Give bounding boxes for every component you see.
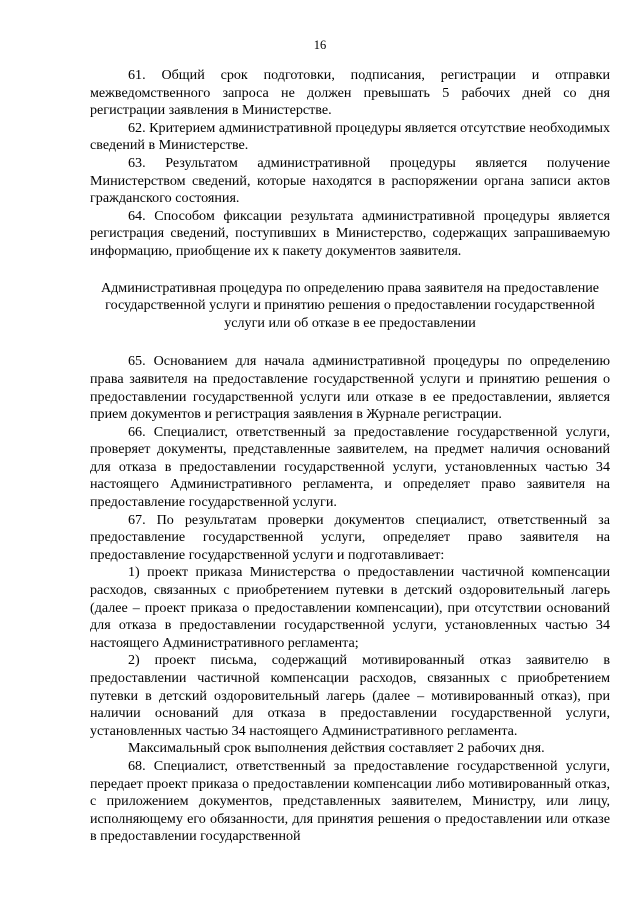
- paragraph-67: 67. По результатам проверки документов специалист, ответственный за предоставление государственной услуги, определяет право заявителя на предоставление государственной услуги и подготавливает:: [90, 511, 610, 563]
- section-heading: Административная процедура по определению права заявителя на предоставление государственной услуги и принятию решения о предоставлении государственной услуги или об отказе в ее предоставлении: [100, 279, 600, 331]
- paragraph-max-term: Максимальный срок выполнения действия составляет 2 рабочих дня.: [128, 740, 545, 757]
- document-body: [90, 67, 610, 846]
- page-number: 16: [313, 38, 327, 52]
- list-item-2: 2) проект письма, содержащий мотивированный отказ заявителю в предоставлении частичной компенсации расходов, связанных с приобретением путевки в детский оздоровительный лагерь (далее – мотивированный отказ), при наличии оснований для отказа в предоставлении государственной услуги, установленных частью 34 настоящего Административного регламента.: [90, 652, 610, 739]
- paragraph-65: 65. Основанием для начала административной процедуры по определению права заявителя на предоставление государственной услуги и принятию решения о предоставлении государственной услуги или отказе в ее предоставлении, является прием документов и регистрация заявления в Журнале регистрации.: [90, 353, 610, 423]
- paragraph-62: 62. Критерием административной процедуры является отсутствие необходимых сведений в Министерстве.: [90, 119, 610, 154]
- paragraph-66: 66. Специалист, ответственный за предоставление государственной услуги, проверяет документы, представленные заявителем, на предмет наличия оснований для отказа в предоставлении государственной услуги, установленных частью 34 настоящего Административного регламента, и определяет право заявителя на предоставление государственной услуги.: [90, 423, 610, 511]
- paragraph-61: 61. Общий срок подготовки, подписания, регистрации и отправки межведомственного запроса не должен превышать 5 рабочих дней со дня регистрации заявления в Министерстве.: [90, 67, 610, 119]
- paragraph-63: 63. Результатом административной процедуры является получение Министерством сведений, которые находятся в распоряжении органа записи актов гражданского состояния.: [90, 154, 610, 207]
- list-item-1: 1) проект приказа Министерства о предоставлении частичной компенсации расходов, связанных с приобретением путевки в детский оздоровительный лагерь (далее – проект приказа о предоставлении компенсации), при отсутствии оснований для отказа в предоставлении государственной услуги, установленных частью 34 настоящего Административного регламента;: [90, 564, 610, 651]
- paragraph-64: 64. Способом фиксации результата административной процедуры является регистрация сведений, поступивших в Министерство, содержащих запрашиваемую информацию, приобщение их к пакету документов заявителя.: [90, 207, 610, 259]
- paragraph-68: 68. Специалист, ответственный за предоставление государственной услуги, передает проект приказа о предоставлении компенсации либо мотивированный отказ, с приложением документов, представленных заявителем, Министру, или лицу, исполняющему его обязанности, для принятия решения о предоставлении или отказе в предоставлении государственной: [90, 757, 610, 845]
